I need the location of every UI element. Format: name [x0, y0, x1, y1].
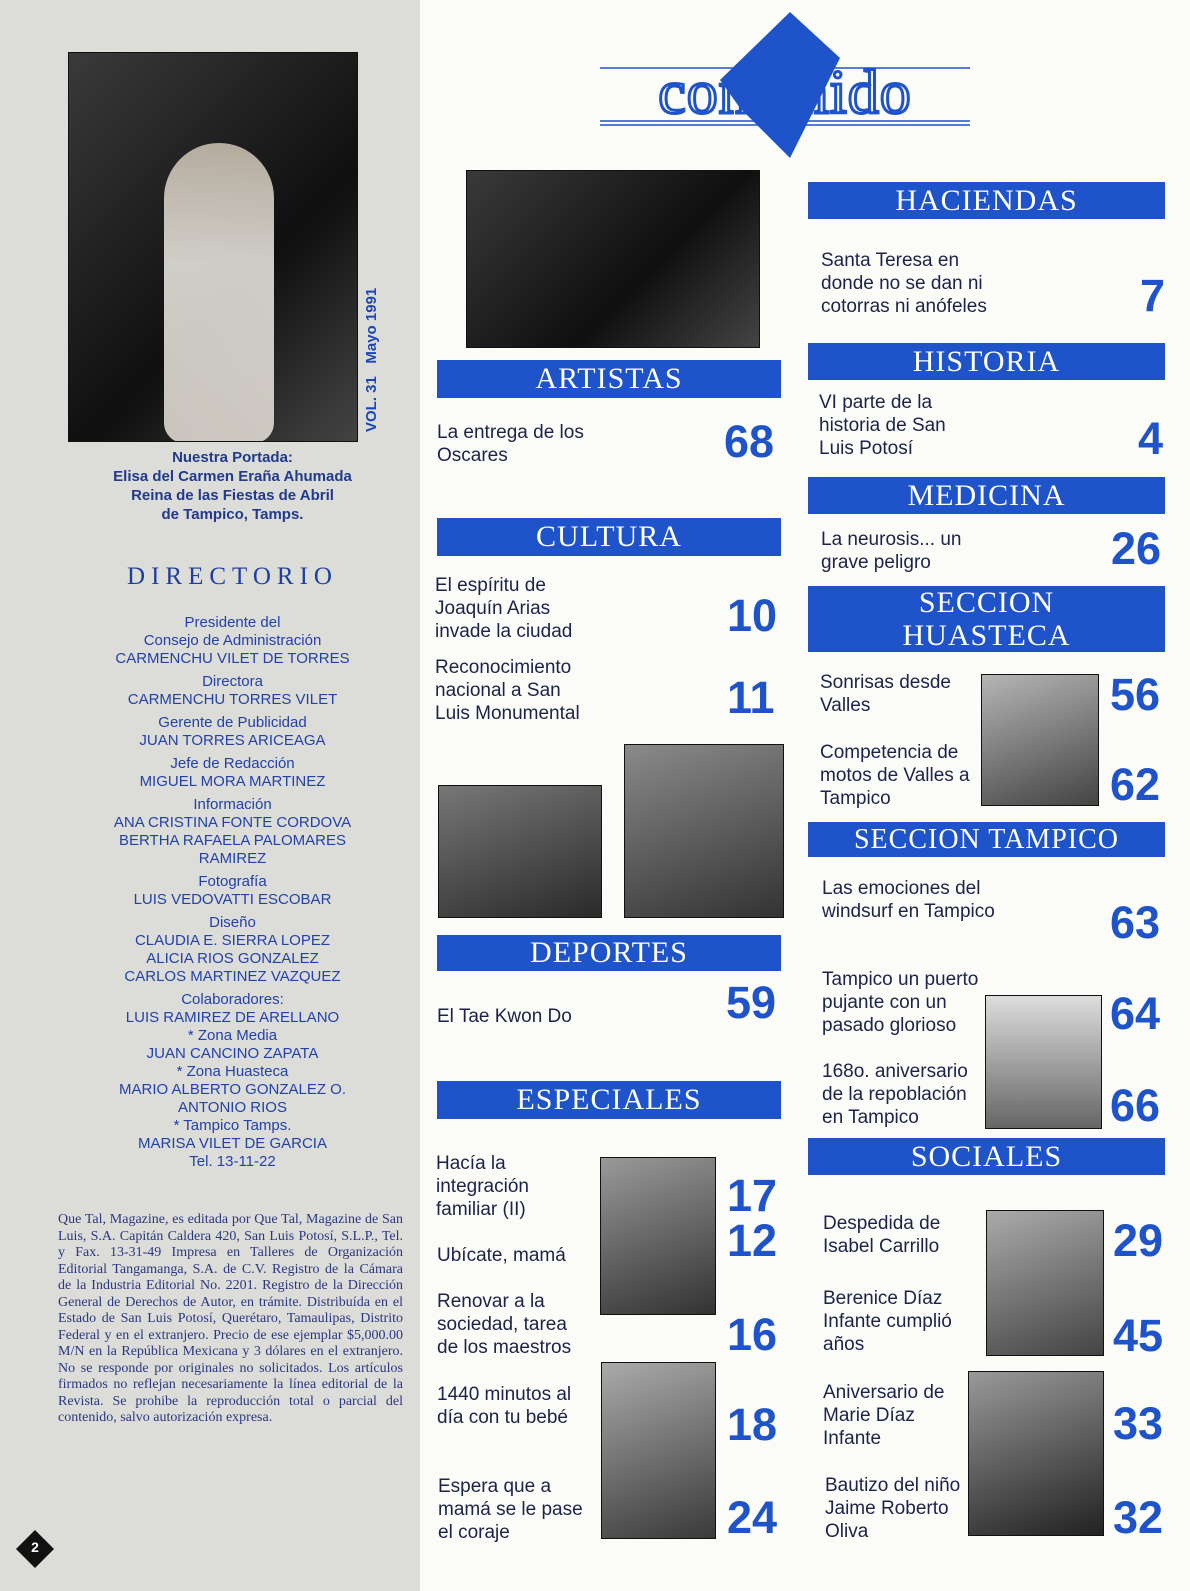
toc-page-number: 16: [727, 1309, 778, 1360]
directory-name: ANTONIO RIOS: [178, 1099, 287, 1116]
section-header-huasteca-line1: SECCION: [918, 586, 1055, 619]
toc-entry[interactable]: La entrega de los Oscares: [437, 422, 584, 466]
especiales-photo-1: [600, 1157, 716, 1315]
section-header-huasteca: [808, 586, 1165, 652]
toc-entry[interactable]: Berenice Díaz Infante cumplió años: [823, 1288, 952, 1355]
directory-name: LUIS VEDOVATTI ESCOBAR: [133, 891, 332, 908]
section-header-tampico: SECCION TAMPICO: [808, 822, 1165, 857]
directory-role: Fotografía: [198, 873, 267, 890]
cultura-photo-2: [624, 744, 784, 918]
toc-entry[interactable]: Tampico un puerto pujante con un pasado glorioso: [822, 969, 979, 1036]
section-header-sociales: SOCIALES: [808, 1138, 1165, 1175]
left-column: [0, 0, 420, 1591]
toc-page-number: 7: [1140, 270, 1166, 321]
directory-role: Directora: [202, 673, 263, 690]
toc-page-number: 32: [1113, 1492, 1164, 1543]
toc-entry[interactable]: Santa Teresa en donde no se dan ni cotorras ni anófeles: [821, 250, 987, 317]
cover-caption-line: Reina de las Fiestas de Abril: [131, 487, 334, 504]
directory-name: BERTHA RAFAELA PALOMARES: [118, 832, 347, 849]
directory-name: JUAN CANCINO ZAPATA: [146, 1045, 319, 1062]
directory-name: RAMIREZ: [198, 850, 267, 867]
directory-name: JUAN TORRES ARICEAGA: [139, 732, 326, 749]
toc-page-number: 33: [1113, 1398, 1164, 1449]
toc-page-number: 18: [727, 1399, 778, 1450]
issue-date: Mayo 1991: [363, 287, 380, 364]
directory-role: Gerente de Publicidad: [158, 714, 307, 731]
toc-page-number: 12: [727, 1215, 778, 1266]
sociales-photo-2: [968, 1371, 1104, 1536]
toc-page-number: 10: [727, 590, 778, 641]
directory-role: Presidente del: [184, 614, 281, 631]
toc-entry[interactable]: El Tae Kwon Do: [437, 1006, 572, 1027]
directory-name: ALICIA RIOS GONZALEZ: [146, 950, 319, 967]
section-header-historia: HISTORIA: [808, 343, 1165, 380]
toc-page-number: 63: [1110, 897, 1161, 948]
toc-entry[interactable]: Reconocimiento nacional a San Luis Monumental: [435, 657, 580, 724]
toc-page-number: 56: [1110, 669, 1161, 720]
toc-entry[interactable]: El espíritu de Joaquín Arias invade la ciudad: [435, 575, 573, 642]
toc-entry[interactable]: VI parte de la historia de San Luis Potosí: [819, 392, 946, 459]
toc-entry[interactable]: Espera que a mamá se le pase el coraje: [438, 1476, 583, 1543]
toc-page-number: 66: [1110, 1080, 1161, 1131]
directory-name: ANA CRISTINA FONTE CORDOVA: [113, 814, 352, 831]
cover-caption-title: Nuestra Portada:: [172, 449, 293, 466]
section-header-huasteca-line2: HUASTECA: [902, 619, 1071, 652]
tampico-photo: [985, 995, 1102, 1129]
directory-role: Información: [193, 796, 272, 813]
artistas-photo: [466, 170, 760, 348]
toc-page-number: 45: [1113, 1310, 1164, 1361]
toc-entry[interactable]: Aniversario de Marie Díaz Infante: [823, 1382, 945, 1449]
toc-page-number: 11: [727, 672, 775, 723]
cover-model-figure: [164, 143, 274, 442]
directory-role: Diseño: [209, 914, 256, 931]
section-header-artistas: ARTISTAS: [437, 360, 781, 398]
toc-page-number: 62: [1110, 759, 1161, 810]
directory-name: * Zona Media: [187, 1027, 278, 1044]
volume-label: VOL. 31: [363, 376, 380, 432]
toc-page-number: 17: [727, 1170, 778, 1221]
toc-entry[interactable]: Sonrisas desde Valles: [820, 672, 951, 716]
directory-name: CLAUDIA E. SIERRA LOPEZ: [134, 932, 331, 949]
huasteca-photo: [981, 674, 1099, 806]
toc-page-number: 59: [726, 977, 777, 1028]
toc-entry[interactable]: Competencia de motos de Valles a Tampico: [820, 742, 970, 809]
directory-title: DIRECTORIO: [127, 563, 338, 590]
directory-name: CARMENCHU VILET DE TORRES: [115, 650, 350, 667]
toc-page-number: 26: [1111, 523, 1162, 574]
directory-name: MARIO ALBERTO GONZALEZ O.: [119, 1081, 346, 1098]
directory-name: MARISA VILET DE GARCIA: [138, 1135, 327, 1152]
contenido-logo: [600, 10, 970, 160]
toc-entry[interactable]: Renovar a la sociedad, tarea de los maestros: [437, 1291, 572, 1358]
directory-name: * Zona Huasteca: [176, 1063, 289, 1080]
colophon: Que Tal, Magazine, es editada por Que Tal, Magazine de San Luis, S.A. Capitán Caldera 420, San Luis Potosí, S.L.P., Tel. y Fax. 13-31-49 Impresa en Talleres de Organización Editorial Tangamanga, S.A. de C.V. Registro de la Cámara de la Industria Editorial No. 2201. Registro de la Dirección General de Derechos de Autor, en trámite. Distribuída en el Estado de San Luis Potosí, Querétaro, Tamaulipas, Distrito Federal y en el extranjero. Precio de ese ejemplar $5,000.00 M/N en la República Mexicana y 3 dólares en el extranjero. No se responde por originales no solicitados. Los artículos firmados no reflejan necesariamente la línea editorial de la Revista. Se prohibe la reproducción total o parcial del contenido, salvo autorización expresa.: [58, 1212, 403, 1425]
cover-photo: [68, 52, 358, 442]
cover-caption-line: Elisa del Carmen Eraña Ahumada: [113, 468, 352, 485]
toc-entry[interactable]: Despedida de Isabel Carrillo: [823, 1213, 941, 1257]
volume-date: [363, 272, 399, 432]
especiales-photo-2: [601, 1362, 716, 1539]
toc-page-number: 68: [724, 416, 775, 467]
sociales-photo-1: [986, 1210, 1104, 1356]
toc-page-number: 64: [1110, 988, 1161, 1039]
cover-caption: [60, 448, 405, 524]
section-header-especiales: ESPECIALES: [437, 1081, 781, 1119]
toc-entry[interactable]: Bautizo del niño Jaime Roberto Oliva: [825, 1475, 961, 1542]
directory-role: Jefe de Redacción: [170, 755, 295, 772]
toc-entry[interactable]: 1440 minutos al día con tu bebé: [437, 1384, 572, 1428]
toc-page-number: 24: [727, 1492, 778, 1543]
page-number: 2: [31, 1539, 39, 1555]
directory-name: LUIS RAMIREZ DE ARELLANO: [125, 1009, 340, 1026]
toc-entry[interactable]: La neurosis... un grave peligro: [821, 529, 962, 573]
cover-caption-line: de Tampico, Tamps.: [161, 506, 304, 523]
directory-role: Colaboradores:: [181, 991, 284, 1008]
directory-name: CARLOS MARTINEZ VAZQUEZ: [124, 968, 341, 985]
directory-name: Tel. 13-11-22: [189, 1153, 276, 1170]
toc-entry[interactable]: Hacía la integración familiar (II): [436, 1153, 529, 1220]
logo-text: contenido: [658, 59, 912, 127]
cultura-photo-1: [438, 785, 602, 918]
directory-name: * Tampico Tamps.: [173, 1117, 292, 1134]
directory-list: [60, 614, 405, 1171]
toc-entry[interactable]: 168o. aniversario de la repoblación en Tampico: [822, 1061, 968, 1128]
toc-page-number: 4: [1138, 413, 1164, 464]
directory-role: Consejo de Administración: [143, 632, 322, 649]
section-header-haciendas: HACIENDAS: [808, 182, 1165, 219]
section-header-cultura: CULTURA: [437, 518, 781, 556]
directory-name: CARMENCHU TORRES VILET: [127, 691, 338, 708]
toc-entry[interactable]: Ubícate, mamá: [437, 1245, 566, 1266]
toc-page-number: 29: [1113, 1215, 1164, 1266]
section-header-medicina: MEDICINA: [808, 477, 1165, 514]
toc-entry[interactable]: Las emociones del windsurf en Tampico: [822, 878, 995, 922]
directory-name: MIGUEL MORA MARTINEZ: [139, 773, 326, 790]
section-header-deportes: DEPORTES: [437, 935, 781, 971]
